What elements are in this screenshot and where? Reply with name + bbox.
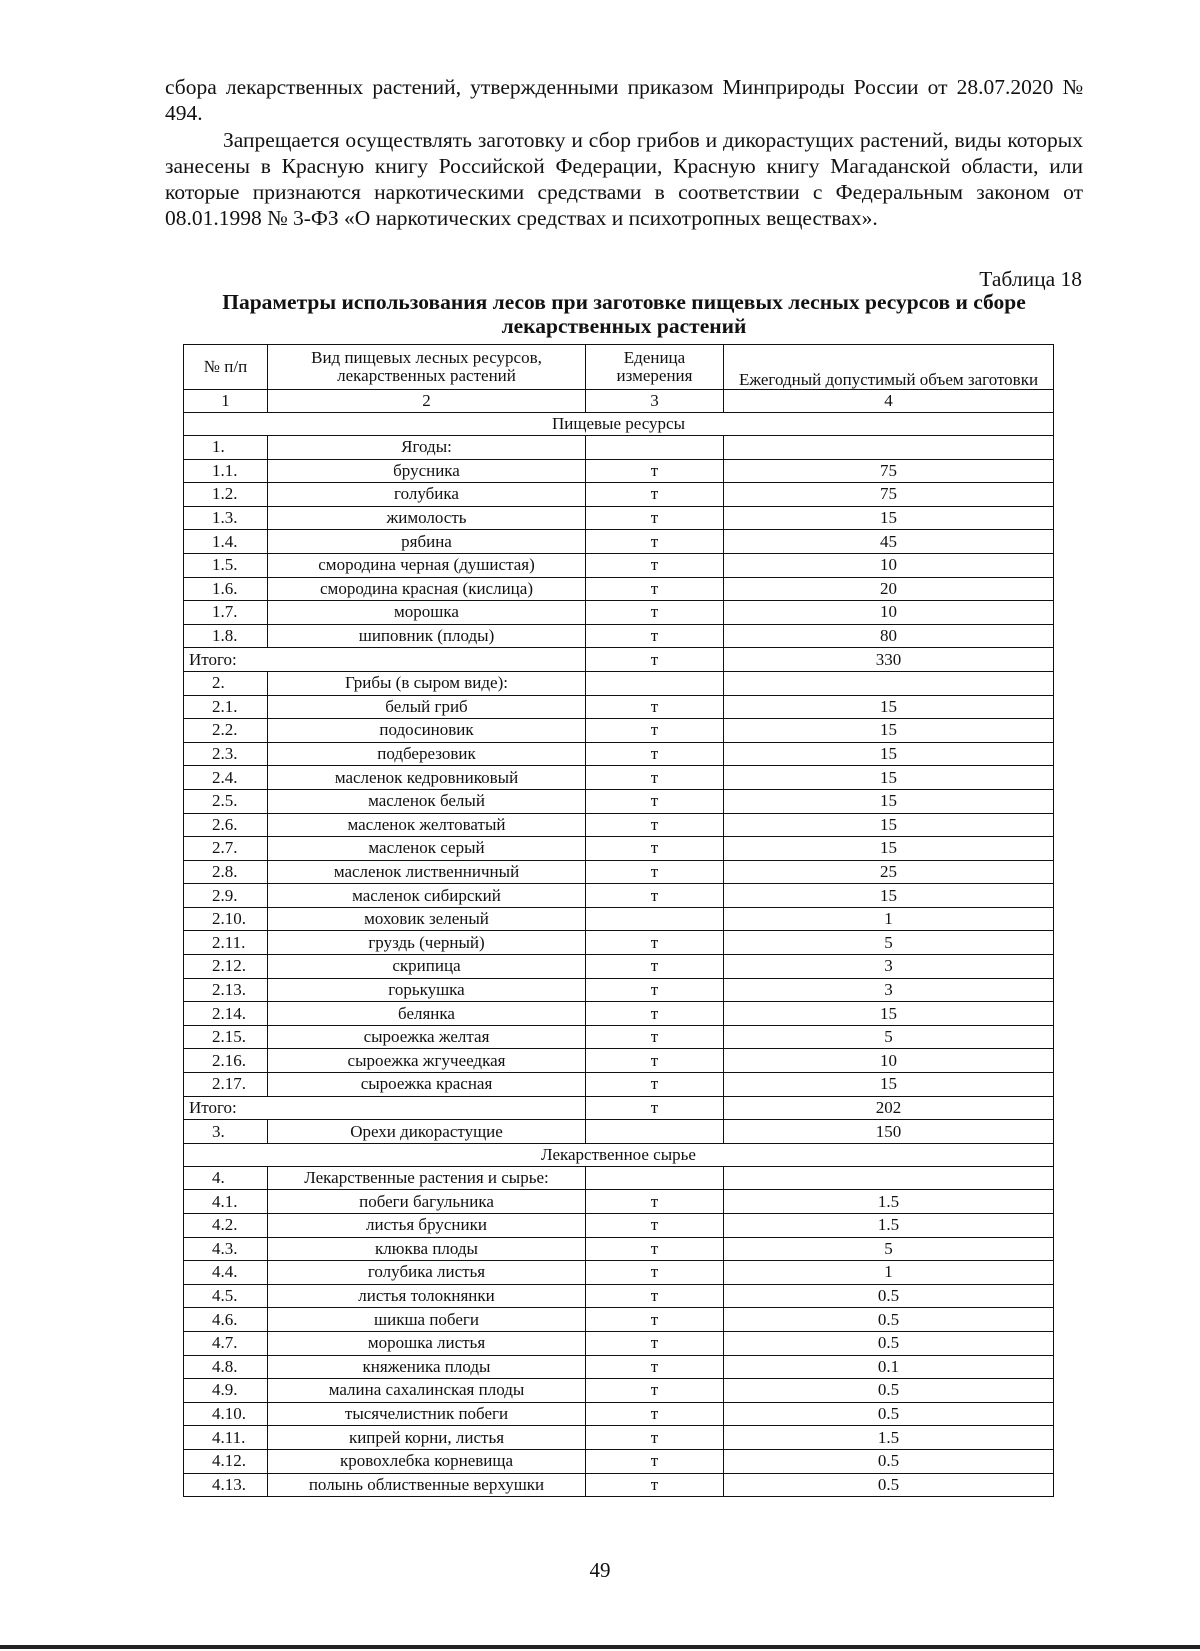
row-number: 2.3. bbox=[184, 742, 268, 766]
row-number: 2.6. bbox=[184, 813, 268, 837]
row-number: 1.3. bbox=[184, 506, 268, 530]
table-row bbox=[184, 1449, 1054, 1473]
value-cell: 15 bbox=[724, 506, 1054, 530]
table-column-numbers-row bbox=[184, 390, 1054, 413]
value-cell: 0.5 bbox=[724, 1402, 1054, 1426]
unit-cell: т bbox=[586, 1426, 724, 1450]
table-row bbox=[184, 1261, 1054, 1285]
row-number: 2.15. bbox=[184, 1025, 268, 1049]
unit-cell: т bbox=[586, 1190, 724, 1214]
resource-name: побеги багульника bbox=[268, 1190, 586, 1214]
resource-name: горькушка bbox=[268, 978, 586, 1002]
resource-name: Ягоды: bbox=[268, 436, 586, 460]
row-number: 4.6. bbox=[184, 1308, 268, 1332]
table-row bbox=[184, 577, 1054, 601]
table-row bbox=[184, 1284, 1054, 1308]
value-cell: 15 bbox=[724, 837, 1054, 861]
resource-name: шиповник (плоды) bbox=[268, 624, 586, 648]
value-cell: 1.5 bbox=[724, 1214, 1054, 1238]
value-cell: 15 bbox=[724, 884, 1054, 908]
unit-cell: т bbox=[586, 1096, 724, 1120]
resource-name: шикша побеги bbox=[268, 1308, 586, 1332]
table-row bbox=[184, 483, 1054, 507]
unit-cell: т bbox=[586, 931, 724, 955]
unit-cell: т bbox=[586, 837, 724, 861]
table-row bbox=[184, 530, 1054, 554]
unit-cell: т bbox=[586, 1308, 724, 1332]
unit-cell bbox=[586, 907, 724, 931]
value-cell bbox=[724, 671, 1054, 695]
row-number: 1.6. bbox=[184, 577, 268, 601]
row-number: 2.9. bbox=[184, 884, 268, 908]
value-cell: 45 bbox=[724, 530, 1054, 554]
resource-name: листья толокнянки bbox=[268, 1284, 586, 1308]
table-row bbox=[184, 601, 1054, 625]
header-cell-number: № п/п bbox=[184, 345, 268, 390]
value-cell: 3 bbox=[724, 978, 1054, 1002]
row-number: 1. bbox=[184, 436, 268, 460]
resource-name: масленок серый bbox=[268, 837, 586, 861]
total-label: Итого: bbox=[184, 1096, 586, 1120]
table-label: Таблица 18 bbox=[979, 267, 1082, 291]
resource-name: листья брусники bbox=[268, 1214, 586, 1238]
row-number: 4.2. bbox=[184, 1214, 268, 1238]
value-cell: 0.5 bbox=[724, 1379, 1054, 1403]
row-number: 2.11. bbox=[184, 931, 268, 955]
unit-cell: т bbox=[586, 719, 724, 743]
row-number: 2.8. bbox=[184, 860, 268, 884]
resource-name: морошка bbox=[268, 601, 586, 625]
value-cell: 15 bbox=[724, 789, 1054, 813]
resource-name: масленок сибирский bbox=[268, 884, 586, 908]
row-number: 4.3. bbox=[184, 1237, 268, 1261]
page-number: 49 bbox=[589, 1558, 611, 1582]
column-number: 2 bbox=[268, 390, 586, 413]
value-cell: 75 bbox=[724, 483, 1054, 507]
table-section-row bbox=[184, 1143, 1054, 1166]
resource-name: кровохлебка корневища bbox=[268, 1449, 586, 1473]
value-cell: 20 bbox=[724, 577, 1054, 601]
column-number: 3 bbox=[586, 390, 724, 413]
row-number: 2.14. bbox=[184, 1002, 268, 1026]
unit-cell: т bbox=[586, 695, 724, 719]
resource-name: масленок белый bbox=[268, 789, 586, 813]
paragraph-prohibition: Запрещается осуществлять заготовку и сбор грибов и дикорастущих растений, виды которых занесены в Красную книгу Российской Федерации, Красную книгу Магаданской области, или которые признаются наркотическими средствами в соответствии с Федеральным законом от 08.01.1998 № 3-ФЗ «О наркотических средствах и психотропных веществах». bbox=[165, 128, 1083, 230]
section-heading: Лекарственное сырье bbox=[184, 1143, 1054, 1166]
unit-cell bbox=[586, 1166, 724, 1190]
table-row bbox=[184, 459, 1054, 483]
value-cell: 1 bbox=[724, 907, 1054, 931]
unit-cell: т bbox=[586, 860, 724, 884]
unit-cell: т bbox=[586, 1002, 724, 1026]
row-number: 4.5. bbox=[184, 1284, 268, 1308]
value-cell: 75 bbox=[724, 459, 1054, 483]
bottom-rule bbox=[0, 1645, 1200, 1649]
table-row bbox=[184, 955, 1054, 979]
total-label: Итого: bbox=[184, 648, 586, 672]
unit-cell: т bbox=[586, 1025, 724, 1049]
row-number: 1.8. bbox=[184, 624, 268, 648]
resource-name: сыроежка красная bbox=[268, 1073, 586, 1097]
resource-name: кипрей корни, листья bbox=[268, 1426, 586, 1450]
unit-cell: т bbox=[586, 766, 724, 790]
unit-cell: т bbox=[586, 1073, 724, 1097]
table-row bbox=[184, 1355, 1054, 1379]
column-number: 1 bbox=[184, 390, 268, 413]
table-title: Параметры использования лесов при заготовке пищевых лесных ресурсов и сборе лекарственных растений bbox=[222, 290, 1026, 338]
resource-name: скрипица bbox=[268, 955, 586, 979]
unit-cell: т bbox=[586, 1237, 724, 1261]
row-number: 2.13. bbox=[184, 978, 268, 1002]
row-number: 1.2. bbox=[184, 483, 268, 507]
value-cell: 1.5 bbox=[724, 1426, 1054, 1450]
table-row bbox=[184, 695, 1054, 719]
row-number: 4.7. bbox=[184, 1331, 268, 1355]
value-cell: 0.5 bbox=[724, 1331, 1054, 1355]
value-cell: 10 bbox=[724, 601, 1054, 625]
unit-cell: т bbox=[586, 1261, 724, 1285]
value-cell: 25 bbox=[724, 860, 1054, 884]
row-number: 2.10. bbox=[184, 907, 268, 931]
unit-cell: т bbox=[586, 1214, 724, 1238]
table-total-row bbox=[184, 1096, 1054, 1120]
table-row bbox=[184, 1025, 1054, 1049]
table-row bbox=[184, 978, 1054, 1002]
unit-cell: т bbox=[586, 742, 724, 766]
value-cell: 10 bbox=[724, 553, 1054, 577]
resource-name: морошка листья bbox=[268, 1331, 586, 1355]
resource-name: жимолость bbox=[268, 506, 586, 530]
unit-cell bbox=[586, 1120, 724, 1144]
value-cell: 15 bbox=[724, 1073, 1054, 1097]
row-number: 1.4. bbox=[184, 530, 268, 554]
unit-cell: т bbox=[586, 1284, 724, 1308]
value-cell: 5 bbox=[724, 931, 1054, 955]
table-row bbox=[184, 1002, 1054, 1026]
table-row bbox=[184, 1073, 1054, 1097]
table-row bbox=[184, 1166, 1054, 1190]
value-cell: 150 bbox=[724, 1120, 1054, 1144]
resource-name: брусника bbox=[268, 459, 586, 483]
value-cell: 10 bbox=[724, 1049, 1054, 1073]
row-number: 2.17. bbox=[184, 1073, 268, 1097]
table-row bbox=[184, 506, 1054, 530]
unit-cell: т bbox=[586, 1049, 724, 1073]
section-heading: Пищевые ресурсы bbox=[184, 413, 1054, 436]
table-row bbox=[184, 860, 1054, 884]
resource-name: тысячелистник побеги bbox=[268, 1402, 586, 1426]
row-number: 3. bbox=[184, 1120, 268, 1144]
resource-name: малина сахалинская плоды bbox=[268, 1379, 586, 1403]
column-number: 4 bbox=[724, 390, 1054, 413]
resource-name: подосиновик bbox=[268, 719, 586, 743]
value-cell: 0.5 bbox=[724, 1449, 1054, 1473]
row-number: 1.5. bbox=[184, 553, 268, 577]
row-number: 4.11. bbox=[184, 1426, 268, 1450]
paragraph-continuation: сбора лекарственных растений, утвержденными приказом Минприроды России от 28.07.2020 № 494. bbox=[165, 75, 1083, 125]
unit-cell: т bbox=[586, 1379, 724, 1403]
unit-cell: т bbox=[586, 577, 724, 601]
row-number: 2. bbox=[184, 671, 268, 695]
resource-name: голубика листья bbox=[268, 1261, 586, 1285]
row-number: 2.5. bbox=[184, 789, 268, 813]
row-number: 4. bbox=[184, 1166, 268, 1190]
unit-cell: т bbox=[586, 1331, 724, 1355]
resource-name: белянка bbox=[268, 1002, 586, 1026]
resource-name: Орехи дикорастущие bbox=[268, 1120, 586, 1144]
resource-name: рябина bbox=[268, 530, 586, 554]
value-cell: 5 bbox=[724, 1025, 1054, 1049]
table-row bbox=[184, 907, 1054, 931]
unit-cell: т bbox=[586, 624, 724, 648]
table-row bbox=[184, 1120, 1054, 1144]
unit-cell: т bbox=[586, 1449, 724, 1473]
table-row bbox=[184, 671, 1054, 695]
table-row bbox=[184, 1331, 1054, 1355]
table-row bbox=[184, 1379, 1054, 1403]
row-number: 4.4. bbox=[184, 1261, 268, 1285]
unit-cell: т bbox=[586, 955, 724, 979]
resource-name: полынь облиственные верхушки bbox=[268, 1473, 586, 1497]
row-number: 2.1. bbox=[184, 695, 268, 719]
row-number: 2.16. bbox=[184, 1049, 268, 1073]
unit-cell: т bbox=[586, 789, 724, 813]
header-cell-volume: Ежегодный допустимый объем заготовки bbox=[724, 345, 1054, 390]
table-header-row bbox=[184, 345, 1054, 390]
value-cell: 0.5 bbox=[724, 1473, 1054, 1497]
row-number: 4.8. bbox=[184, 1355, 268, 1379]
value-cell: 15 bbox=[724, 1002, 1054, 1026]
unit-cell: т bbox=[586, 530, 724, 554]
table-row bbox=[184, 719, 1054, 743]
value-cell bbox=[724, 436, 1054, 460]
resource-name: груздь (черный) bbox=[268, 931, 586, 955]
value-cell: 15 bbox=[724, 766, 1054, 790]
resource-name: клюква плоды bbox=[268, 1237, 586, 1261]
resource-name: княженика плоды bbox=[268, 1355, 586, 1379]
table-row bbox=[184, 624, 1054, 648]
unit-cell bbox=[586, 436, 724, 460]
value-cell: 0.5 bbox=[724, 1284, 1054, 1308]
unit-cell: т bbox=[586, 483, 724, 507]
value-cell: 80 bbox=[724, 624, 1054, 648]
resource-name: голубика bbox=[268, 483, 586, 507]
unit-cell: т bbox=[586, 1402, 724, 1426]
unit-cell: т bbox=[586, 648, 724, 672]
row-number: 1.7. bbox=[184, 601, 268, 625]
unit-cell: т bbox=[586, 1473, 724, 1497]
unit-cell: т bbox=[586, 601, 724, 625]
row-number: 2.12. bbox=[184, 955, 268, 979]
row-number: 2.2. bbox=[184, 719, 268, 743]
table-row bbox=[184, 1049, 1054, 1073]
table-row bbox=[184, 742, 1054, 766]
value-cell: 0.5 bbox=[724, 1308, 1054, 1332]
value-cell: 15 bbox=[724, 813, 1054, 837]
table-row bbox=[184, 1473, 1054, 1497]
row-number: 2.7. bbox=[184, 837, 268, 861]
resource-name: масленок лиственничный bbox=[268, 860, 586, 884]
value-cell: 5 bbox=[724, 1237, 1054, 1261]
row-number: 4.10. bbox=[184, 1402, 268, 1426]
table-row bbox=[184, 837, 1054, 861]
resource-name: белый гриб bbox=[268, 695, 586, 719]
value-cell: 15 bbox=[724, 719, 1054, 743]
resource-name: моховик зеленый bbox=[268, 907, 586, 931]
table-row bbox=[184, 553, 1054, 577]
row-number: 4.9. bbox=[184, 1379, 268, 1403]
value-cell: 15 bbox=[724, 742, 1054, 766]
unit-cell: т bbox=[586, 506, 724, 530]
unit-cell: т bbox=[586, 813, 724, 837]
table-row bbox=[184, 1426, 1054, 1450]
unit-cell: т bbox=[586, 553, 724, 577]
unit-cell: т bbox=[586, 884, 724, 908]
table-row bbox=[184, 884, 1054, 908]
resource-name: масленок желтоватый bbox=[268, 813, 586, 837]
header-cell-unit: Еденица измерения bbox=[586, 345, 724, 390]
table-row bbox=[184, 1190, 1054, 1214]
resource-name: Грибы (в сыром виде): bbox=[268, 671, 586, 695]
table-row bbox=[184, 1214, 1054, 1238]
resource-name: подберезовик bbox=[268, 742, 586, 766]
table-body bbox=[184, 413, 1054, 1497]
resource-name: смородина красная (кислица) bbox=[268, 577, 586, 601]
table-row bbox=[184, 1402, 1054, 1426]
table-row bbox=[184, 436, 1054, 460]
table-row bbox=[184, 789, 1054, 813]
row-number: 4.12. bbox=[184, 1449, 268, 1473]
value-cell: 1 bbox=[724, 1261, 1054, 1285]
row-number: 1.1. bbox=[184, 459, 268, 483]
resources-table bbox=[183, 344, 1054, 1497]
resource-name: масленок кедровниковый bbox=[268, 766, 586, 790]
value-cell: 0.1 bbox=[724, 1355, 1054, 1379]
unit-cell: т bbox=[586, 459, 724, 483]
resource-name: сыроежка желтая bbox=[268, 1025, 586, 1049]
value-cell: 15 bbox=[724, 695, 1054, 719]
value-cell bbox=[724, 1166, 1054, 1190]
unit-cell: т bbox=[586, 1355, 724, 1379]
table-section-row bbox=[184, 413, 1054, 436]
table-row bbox=[184, 1308, 1054, 1332]
table-total-row bbox=[184, 648, 1054, 672]
row-number: 2.4. bbox=[184, 766, 268, 790]
table-row bbox=[184, 931, 1054, 955]
table-row bbox=[184, 813, 1054, 837]
value-cell: 202 bbox=[724, 1096, 1054, 1120]
value-cell: 330 bbox=[724, 648, 1054, 672]
resource-name: сыроежка жгучеедкая bbox=[268, 1049, 586, 1073]
resource-name: смородина черная (душистая) bbox=[268, 553, 586, 577]
value-cell: 1.5 bbox=[724, 1190, 1054, 1214]
value-cell: 3 bbox=[724, 955, 1054, 979]
unit-cell: т bbox=[586, 978, 724, 1002]
header-cell-name: Вид пищевых лесных ресурсов, лекарственных растений bbox=[268, 345, 586, 390]
unit-cell bbox=[586, 671, 724, 695]
row-number: 4.1. bbox=[184, 1190, 268, 1214]
row-number: 4.13. bbox=[184, 1473, 268, 1497]
table-row bbox=[184, 766, 1054, 790]
table-row bbox=[184, 1237, 1054, 1261]
resource-name: Лекарственные растения и сырье: bbox=[268, 1166, 586, 1190]
